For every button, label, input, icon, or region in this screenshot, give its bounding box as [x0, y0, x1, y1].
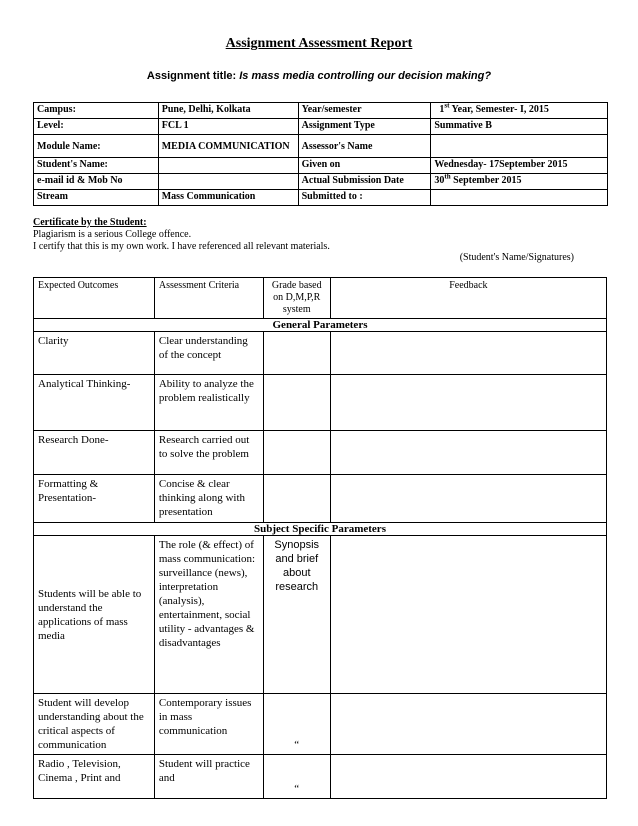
table-row-outcome: Formatting & Presentation-: [34, 475, 155, 523]
actual-value-num: 30: [434, 175, 445, 186]
campus-label: Campus:: [34, 103, 159, 119]
certificate: [33, 217, 608, 253]
actual-value: [431, 174, 608, 190]
grade-cell: “: [263, 755, 330, 799]
level-value: FCL 1: [158, 119, 298, 135]
grade-cell: Synopsis and brief about research: [263, 536, 330, 694]
table-row-outcome: Clarity: [34, 332, 155, 375]
assessor-value: [431, 135, 608, 158]
grade-cell: [263, 332, 330, 375]
assignment-title-value: Is mass media controlling our decision making?: [239, 70, 492, 82]
table-row-criteria: Research carried out to solve the problem: [154, 431, 263, 475]
table-row-outcome: Student will develop understanding about the critical aspects of communication: [34, 694, 155, 755]
header-grade: Grade based on D,M,P,R system: [263, 278, 330, 319]
feedback-cell: [330, 755, 606, 799]
grade-cell: [263, 375, 330, 431]
stream-value: Mass Communication: [158, 190, 298, 206]
year-value: [431, 103, 608, 119]
table-row-outcome: Analytical Thinking-: [34, 375, 155, 431]
type-value: Summative B: [431, 119, 608, 135]
actual-label: Actual Submission Date: [298, 174, 431, 190]
table-row-criteria: Concise & clear thinking along with presentation: [154, 475, 263, 523]
module-label: Module Name:: [34, 135, 159, 158]
table-row-criteria: Contemporary issues in mass communication: [154, 694, 263, 755]
level-label: Level:: [34, 119, 159, 135]
certificate-heading: Certificate by the Student:: [33, 217, 147, 228]
grade-cell: [263, 431, 330, 475]
grade-cell: [263, 475, 330, 523]
table-row-criteria: Ability to analyze the problem realistically: [154, 375, 263, 431]
email-label: e-mail id & Mob No: [34, 174, 159, 190]
assessment-table: [33, 277, 607, 799]
table-row-outcome: Research Done-: [34, 431, 155, 475]
actual-value-sup: th: [444, 172, 451, 181]
subject-parameters-heading: Subject Specific Parameters: [34, 523, 607, 536]
module-value: MEDIA COMMUNICATION: [158, 135, 298, 158]
year-label: Year/semester: [298, 103, 431, 119]
year-value-rest: Year, Semester- I, 2015: [449, 104, 549, 115]
feedback-cell: [330, 694, 606, 755]
actual-value-rest: September 2015: [450, 175, 522, 186]
email-value: [158, 174, 298, 190]
feedback-cell: [330, 375, 606, 431]
grade-cell: “: [263, 694, 330, 755]
general-parameters-heading: General Parameters: [34, 319, 607, 332]
student-label: Student's Name:: [34, 158, 159, 174]
feedback-cell: [330, 332, 606, 375]
certificate-line-2: I certify that this is my own work. I have referenced all relevant materials.: [33, 241, 330, 252]
assignment-title: [0, 70, 638, 82]
assignment-title-label: Assignment title:: [146, 70, 240, 82]
table-row-criteria: Student will practice and: [154, 755, 263, 799]
header-assessment-criteria: Assessment Criteria: [154, 278, 263, 319]
table-row-outcome: Students will be able to understand the applications of mass media: [34, 536, 155, 694]
signature-caption: (Student's Name/Signatures): [459, 252, 574, 263]
type-label: Assignment Type: [298, 119, 431, 135]
campus-value: Pune, Delhi, Kolkata: [158, 103, 298, 119]
table-row-criteria: Clear understanding of the concept: [154, 332, 263, 375]
table-row-criteria: The role (& effect) of mass communication: surveillance (news), interpretation (analysis), entertainment, social utility - advantages & disadvantages: [154, 536, 263, 694]
year-value-sup: st: [444, 101, 450, 110]
info-table: [33, 102, 608, 206]
submitted-label: Submitted to :: [298, 190, 431, 206]
header-expected-outcomes: Expected Outcomes: [34, 278, 155, 319]
report-title: Assignment Assessment Report: [225, 36, 413, 51]
given-value: Wednesday- 17September 2015: [431, 158, 608, 174]
year-value-num: 1: [439, 104, 445, 115]
student-value: [158, 158, 298, 174]
feedback-cell: [330, 536, 606, 694]
submitted-value: [431, 190, 608, 206]
stream-label: Stream: [34, 190, 159, 206]
header-feedback: Feedback: [330, 278, 606, 319]
certificate-line-1: Plagiarism is a serious College offence.: [33, 229, 192, 240]
table-row-outcome: Radio , Television, Cinema , Print and: [34, 755, 155, 799]
feedback-cell: [330, 431, 606, 475]
feedback-cell: [330, 475, 606, 523]
assessor-label: Assessor's Name: [298, 135, 431, 158]
given-label: Given on: [298, 158, 431, 174]
